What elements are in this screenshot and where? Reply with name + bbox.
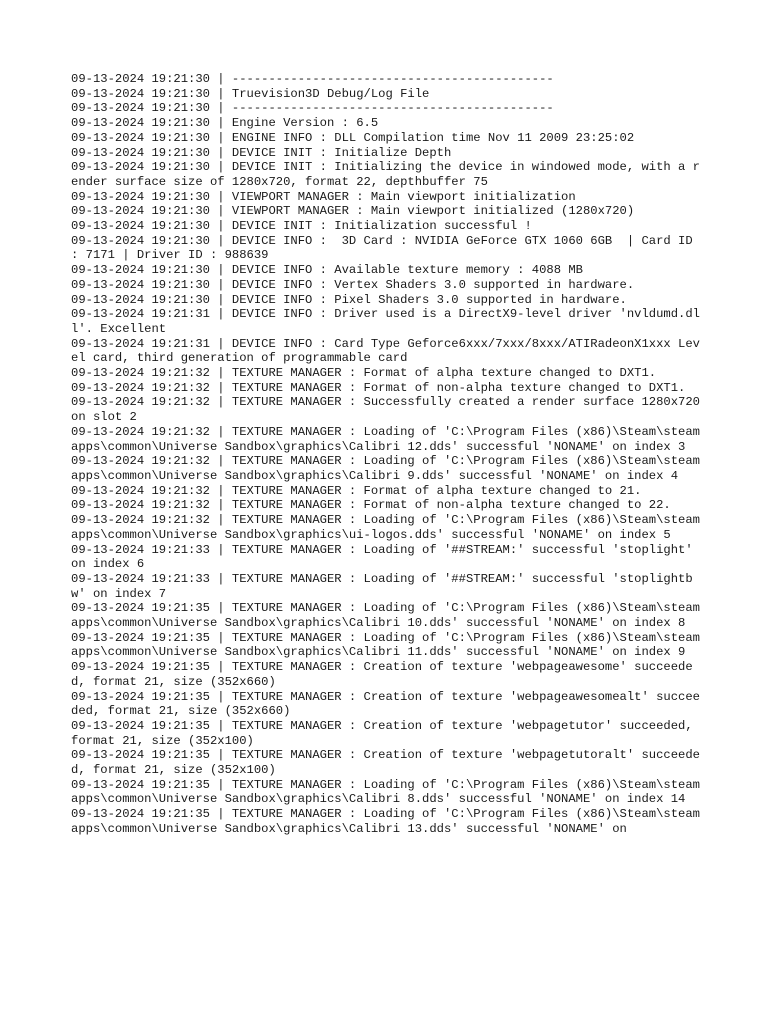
- log-line: 09-13-2024 19:21:32 | TEXTURE MANAGER : Loading of 'C:\Program Files (x86)\Steam\steamapps\common\Universe Sandbox\graphics\Calibri 12.dds' successful 'NONAME' on index 3: [71, 424, 700, 454]
- log-line: 09-13-2024 19:21:35 | TEXTURE MANAGER : Loading of 'C:\Program Files (x86)\Steam\steamapps\common\Universe Sandbox\graphics\Calibri 11.dds' successful 'NONAME' on index 9: [71, 630, 700, 660]
- log-line: 09-13-2024 19:21:30 | DEVICE INFO : Pixel Shaders 3.0 supported in hardware.: [71, 292, 627, 307]
- log-line: 09-13-2024 19:21:30 | ENGINE INFO : DLL Compilation time Nov 11 2009 23:25:02: [71, 130, 635, 145]
- log-line: 09-13-2024 19:21:30 | --------------------------------------------: [71, 72, 554, 86]
- log-line: 09-13-2024 19:21:30 | DEVICE INIT : Initialization successful !: [71, 219, 532, 234]
- log-line: 09-13-2024 19:21:32 | TEXTURE MANAGER : Loading of 'C:\Program Files (x86)\Steam\steamapps\common\Universe Sandbox\graphics\ui-logos.dds' successful 'NONAME' on index 5: [71, 513, 700, 542]
- log-line: 09-13-2024 19:21:30 | VIEWPORT MANAGER : Main viewport initialization: [71, 189, 576, 204]
- log-line: 09-13-2024 19:21:35 | TEXTURE MANAGER : Loading of 'C:\Program Files (x86)\Steam\steamapps\common\Universe Sandbox\graphics\Calibri 10.dds' successful 'NONAME' on index 8: [71, 601, 700, 631]
- log-line: 09-13-2024 19:21:35 | TEXTURE MANAGER : Creation of texture 'webpageawesome' succeeded, format 21, size (352x660): [71, 660, 693, 689]
- log-line: 09-13-2024 19:21:30 | Truevision3D Debug/Log File: [71, 86, 430, 101]
- log-line: 09-13-2024 19:21:30 | Engine Version : 6.5: [71, 116, 379, 131]
- log-line: 09-13-2024 19:21:35 | TEXTURE MANAGER : Creation of texture 'webpagetutoralt' succeeded, format 21, size (352x100): [71, 748, 700, 778]
- log-line: 09-13-2024 19:21:35 | TEXTURE MANAGER : Creation of texture 'webpagetutor' succeeded, format 21, size (352x100): [71, 718, 700, 748]
- log-line: 09-13-2024 19:21:32 | TEXTURE MANAGER : Format of alpha texture changed to DXT1.: [71, 366, 657, 381]
- log-line: 09-13-2024 19:21:30 | --------------------------------------------: [71, 101, 554, 116]
- log-line: 09-13-2024 19:21:30 | DEVICE INFO : Available texture memory : 4088 MB: [71, 263, 583, 278]
- log-line: 09-13-2024 19:21:32 | TEXTURE MANAGER : Loading of 'C:\Program Files (x86)\Steam\steamapps\common\Universe Sandbox\graphics\Calibri 9.dds' successful 'NONAME' on index 4: [71, 454, 700, 483]
- log-line: 09-13-2024 19:21:35 | TEXTURE MANAGER : Creation of texture 'webpageawesomealt' succeeded, format 21, size (352x660): [71, 689, 700, 719]
- log-line: 09-13-2024 19:21:32 | TEXTURE MANAGER : Format of alpha texture changed to 21.: [71, 483, 642, 498]
- log-line: 09-13-2024 19:21:32 | TEXTURE MANAGER : Format of non-alpha texture changed to DXT1.: [71, 380, 686, 395]
- log-line: 09-13-2024 19:21:32 | TEXTURE MANAGER : Successfully created a render surface 1280x720 on slot 2: [71, 395, 708, 425]
- log-line: 09-13-2024 19:21:30 | DEVICE INIT : Initializing the device in windowed mode, with a render surface size of 1280x720, format 22, depthbuffer 75: [71, 160, 700, 189]
- log-line: 09-13-2024 19:21:33 | TEXTURE MANAGER : Loading of '##STREAM:' successful 'stoplightbw' on index 7: [71, 571, 693, 601]
- log-text: [71, 72, 708, 837]
- log-line: 09-13-2024 19:21:30 | VIEWPORT MANAGER : Main viewport initialized (1280x720): [71, 204, 635, 219]
- log-line: 09-13-2024 19:21:35 | TEXTURE MANAGER : Loading of 'C:\Program Files (x86)\Steam\steamapps\common\Universe Sandbox\graphics\Calibri 8.dds' successful 'NONAME' on index 14: [71, 777, 700, 807]
- log-line: 09-13-2024 19:21:31 | DEVICE INFO : Card Type Geforce6xxx/7xxx/8xxx/ATIRadeonX1xxx Level card, third generation of programmable card: [71, 336, 700, 366]
- log-line: 09-13-2024 19:21:30 | DEVICE INFO : 3D Card : NVIDIA GeForce GTX 1060 6GB | Card ID : 7171 | Driver ID : 988639: [71, 233, 700, 263]
- log-line: 09-13-2024 19:21:32 | TEXTURE MANAGER : Format of non-alpha texture changed to 22.: [71, 498, 671, 513]
- log-line: 09-13-2024 19:21:31 | DEVICE INFO : Driver used is a DirectX9-level driver 'nvldumd.dll'. Excellent: [71, 307, 700, 336]
- log-line: 09-13-2024 19:21:30 | DEVICE INIT : Initialize Depth: [71, 145, 452, 160]
- log-line: 09-13-2024 19:21:33 | TEXTURE MANAGER : Loading of '##STREAM:' successful 'stoplight' on index 6: [71, 542, 700, 572]
- log-line: 09-13-2024 19:21:35 | TEXTURE MANAGER : Loading of 'C:\Program Files (x86)\Steam\steamapps\common\Universe Sandbox\graphics\Calibri 13.dds' successful 'NONAME' on: [71, 807, 700, 836]
- log-line: 09-13-2024 19:21:30 | DEVICE INFO : Vertex Shaders 3.0 supported in hardware.: [71, 277, 635, 292]
